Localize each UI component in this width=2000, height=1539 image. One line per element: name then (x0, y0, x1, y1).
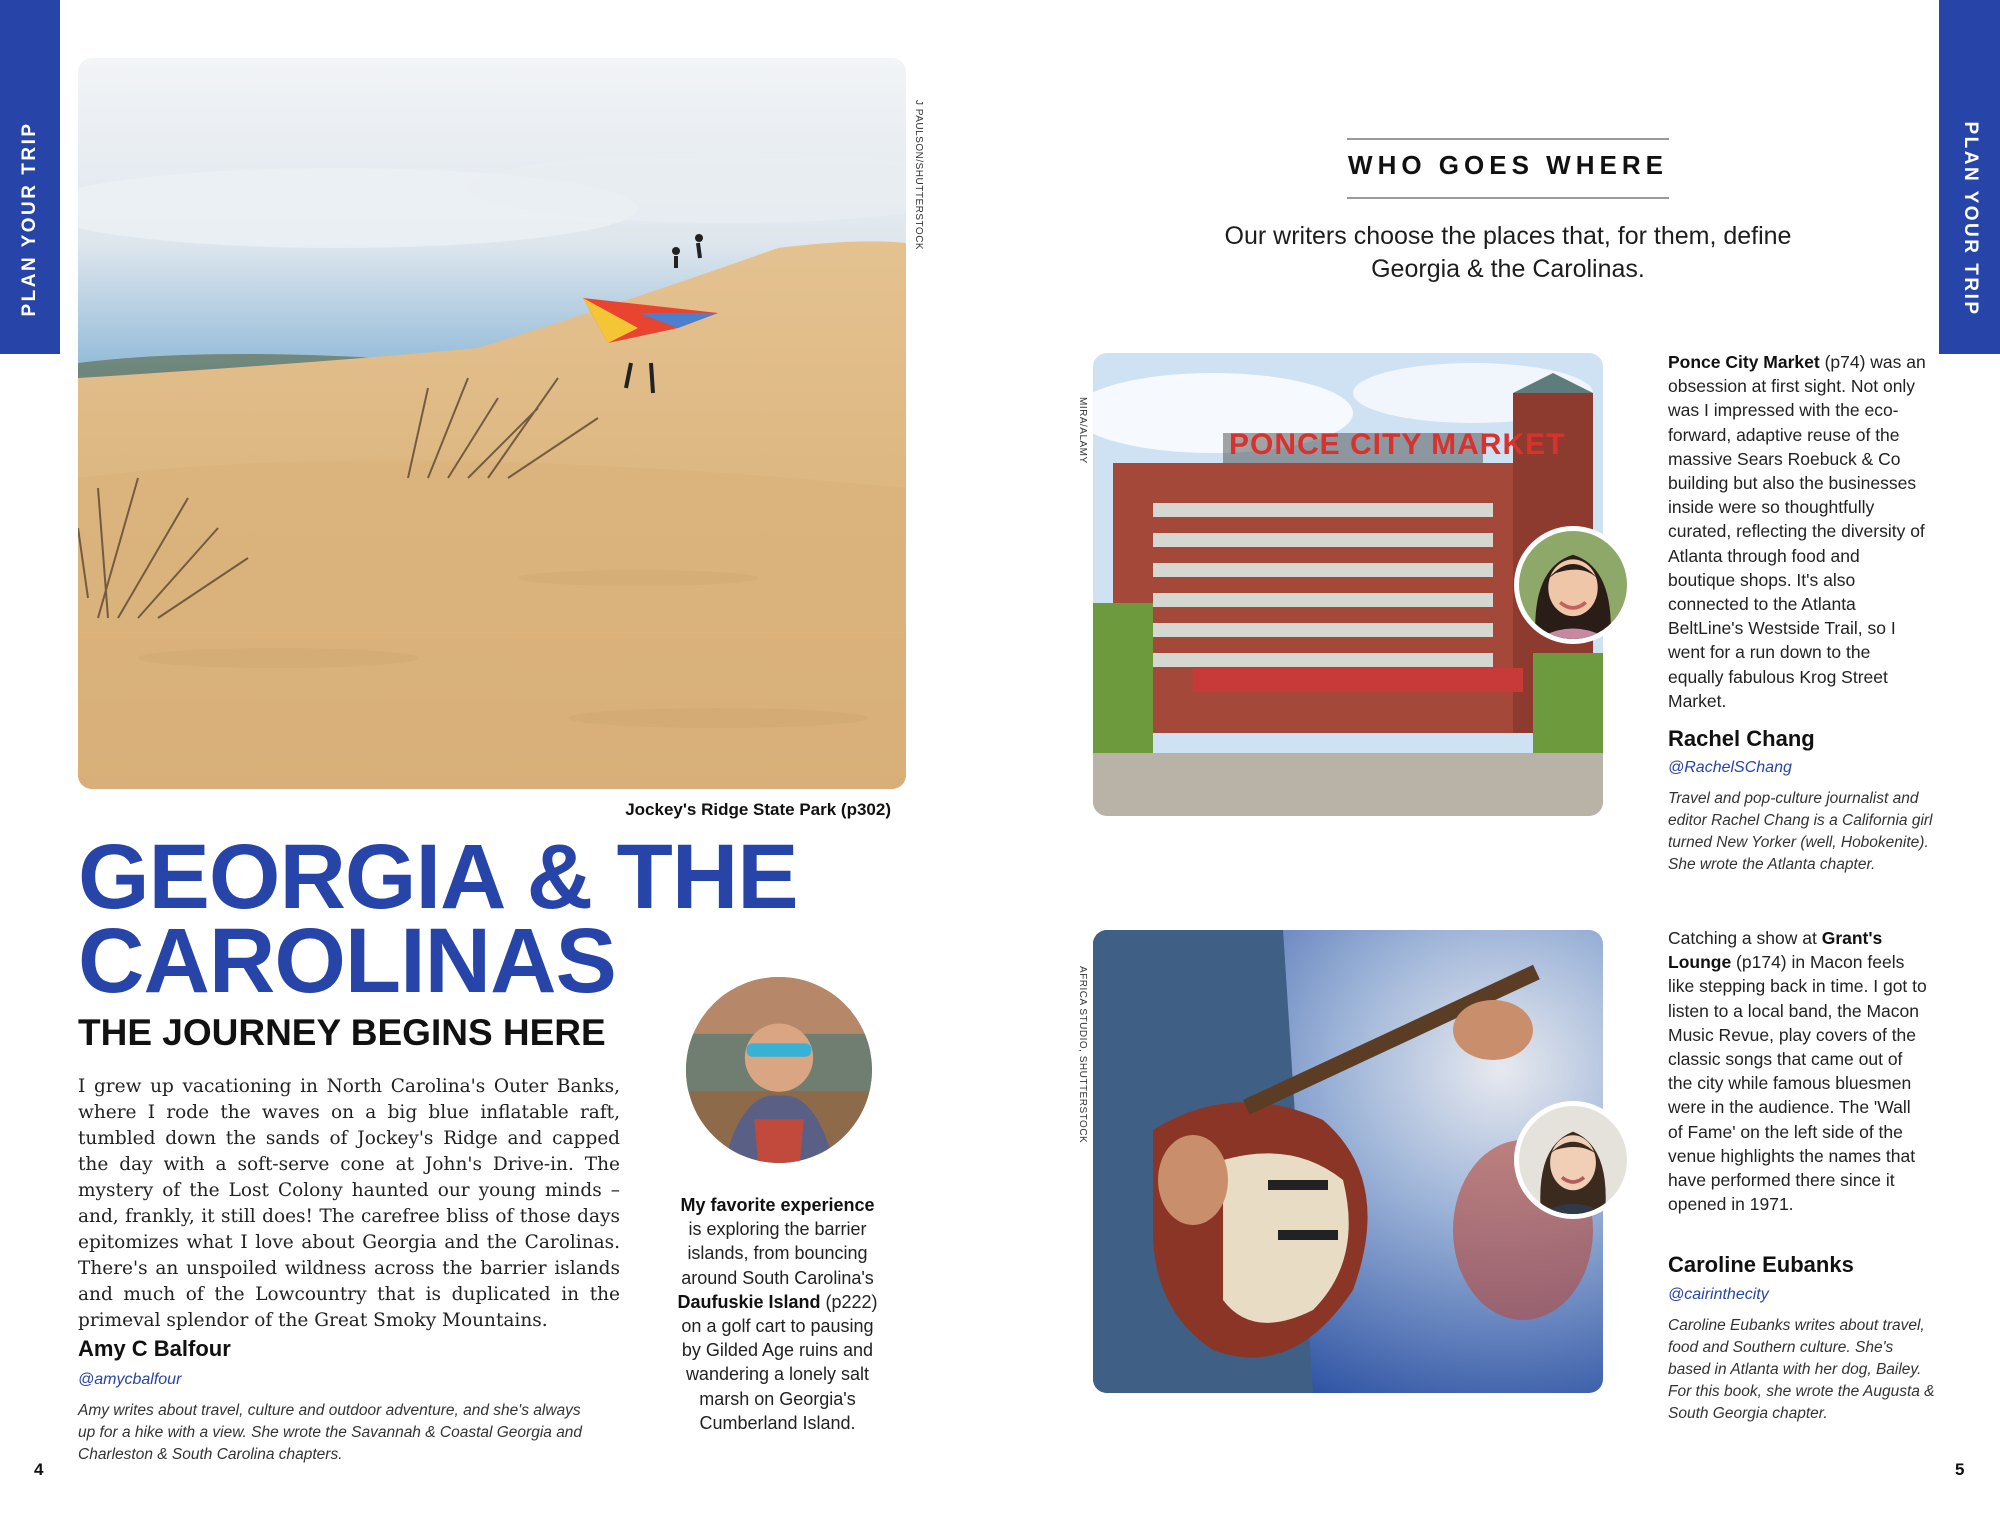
caroline-avatar (1514, 1101, 1632, 1219)
page-number-right: 5 (1955, 1460, 1965, 1479)
side-tab-right (1939, 0, 2000, 354)
section-subtitle: Our writers choose the places that, for them, define Georgia & the Carolinas. (1224, 222, 1792, 283)
author-name: Amy C Balfour (78, 1336, 231, 1361)
photo-credit: J PAULSON/SHUTTERSTOCK (913, 100, 924, 251)
author-bio: Caroline Eubanks writes about travel, food and Southern culture. She's based in Atlanta with her dog, Bailey. For this book, she wrote the Augusta & South Georgia chapter. (1668, 1317, 1935, 1422)
photo-caption: Jockey's Ridge State Park (p302) (625, 800, 891, 819)
favorite-place: Daufuskie Island (677, 1291, 821, 1312)
title-line: GEORGIA & THE (78, 826, 798, 928)
intro-text: I grew up vacationing in North Carolina's Outer Banks, where I rode the waves on a big blue inflatable raft, tumbled down the sands of Jockey's Ridge and capped the day with a soft-serve cone at John's Drive-in. The mystery of the Lost Colony haunted our young minds – and, frankly, it still does! The carefree bliss of those days epitomizes what I love about Georgia and the Carolinas. There's an unspoiled wildness across the barrier islands and much of the Lowcountry that is duplicated in the primeval splendor of the Great Smoky Mountains. (78, 1076, 620, 1331)
page-title (78, 826, 798, 1012)
page-subtitle: THE JOURNEY BEGINS HERE (78, 1012, 606, 1053)
divider-top (1347, 138, 1669, 140)
photo-credit: MIRA/ALAMY (1077, 397, 1088, 464)
entry-text: Catching a show at (1668, 928, 1822, 948)
entry-place: Ponce City Market (1668, 352, 1820, 372)
author-name: Rachel Chang (1668, 726, 1815, 751)
favorite-text: is exploring the barrier islands, from bouncing around South Carolina's (681, 1219, 874, 1288)
author-name: Caroline Eubanks (1668, 1252, 1854, 1277)
favorite-experience (675, 1193, 880, 1435)
author-handle[interactable]: @cairinthecity (1668, 1286, 1769, 1303)
entry-text: (p74) was an obsession at first sight. Not only was I impressed with the eco-forward, adaptive reuse of the massive Sears Roebuck & Co building but also the businesses inside were so thoughtfully curated, reflecting the diversity of Atlanta through food and boutique shops. It's also connected to the Atlanta BeltLine's Westside Trail, so I went for a run down to the equally fabulous Krog Street Market. (1668, 352, 1926, 711)
entry-text: (p174) in Macon feels like stepping back in time. I got to listen to a local band, the Macon Music Revue, play covers of the classic songs that came out of the city while famous bluesmen were in the audience. The 'Wall of Fame' on the left side of the venue highlights the names that have performed there since it opened in 1971. (1668, 952, 1927, 1215)
page-number-left: 4 (34, 1460, 44, 1479)
caroline-entry-text (1668, 926, 1928, 1216)
author-handle[interactable]: @amycbalfour (78, 1371, 182, 1388)
side-tab-label: PLAN YOUR TRIP (19, 121, 40, 318)
author-bio: Travel and pop-culture journalist and editor Rachel Chang is a California girl turned New Yorker (well, Hobokenite). She wrote the Atlanta chapter. (1668, 790, 1933, 873)
author-avatar (681, 972, 877, 1168)
side-tab-label: PLAN YOUR TRIP (1959, 121, 1981, 318)
photo-credit: AFRICA STUDIO, SHUTTERSTOCK (1077, 966, 1088, 1144)
favorite-lead: My favorite experience (680, 1195, 875, 1215)
divider-bottom (1347, 197, 1669, 199)
rachel-avatar (1514, 526, 1632, 644)
section-title: WHO GOES WHERE (1348, 150, 1668, 180)
favorite-text: (p222) on a golf cart to pausing by Gilded Age ruins and wandering a lonely salt marsh on Georgia's Cumberland Island. (681, 1291, 878, 1433)
entry-place: Grant's Lounge (1668, 928, 1883, 973)
rachel-entry-text (1668, 350, 1928, 713)
title-line: CAROLINAS (78, 910, 616, 1012)
side-tab-left (0, 0, 60, 354)
author-handle[interactable]: @RachelSChang (1668, 759, 1792, 776)
dunes-photo (78, 58, 906, 789)
author-bio: Amy writes about travel, culture and outdoor adventure, and she's always up for a hike with a view. She wrote the Savannah & Coastal Georgia and Charleston & South Carolina chapters. (78, 1402, 583, 1463)
market-sign: PONCE CITY MARKET (1229, 428, 1566, 461)
